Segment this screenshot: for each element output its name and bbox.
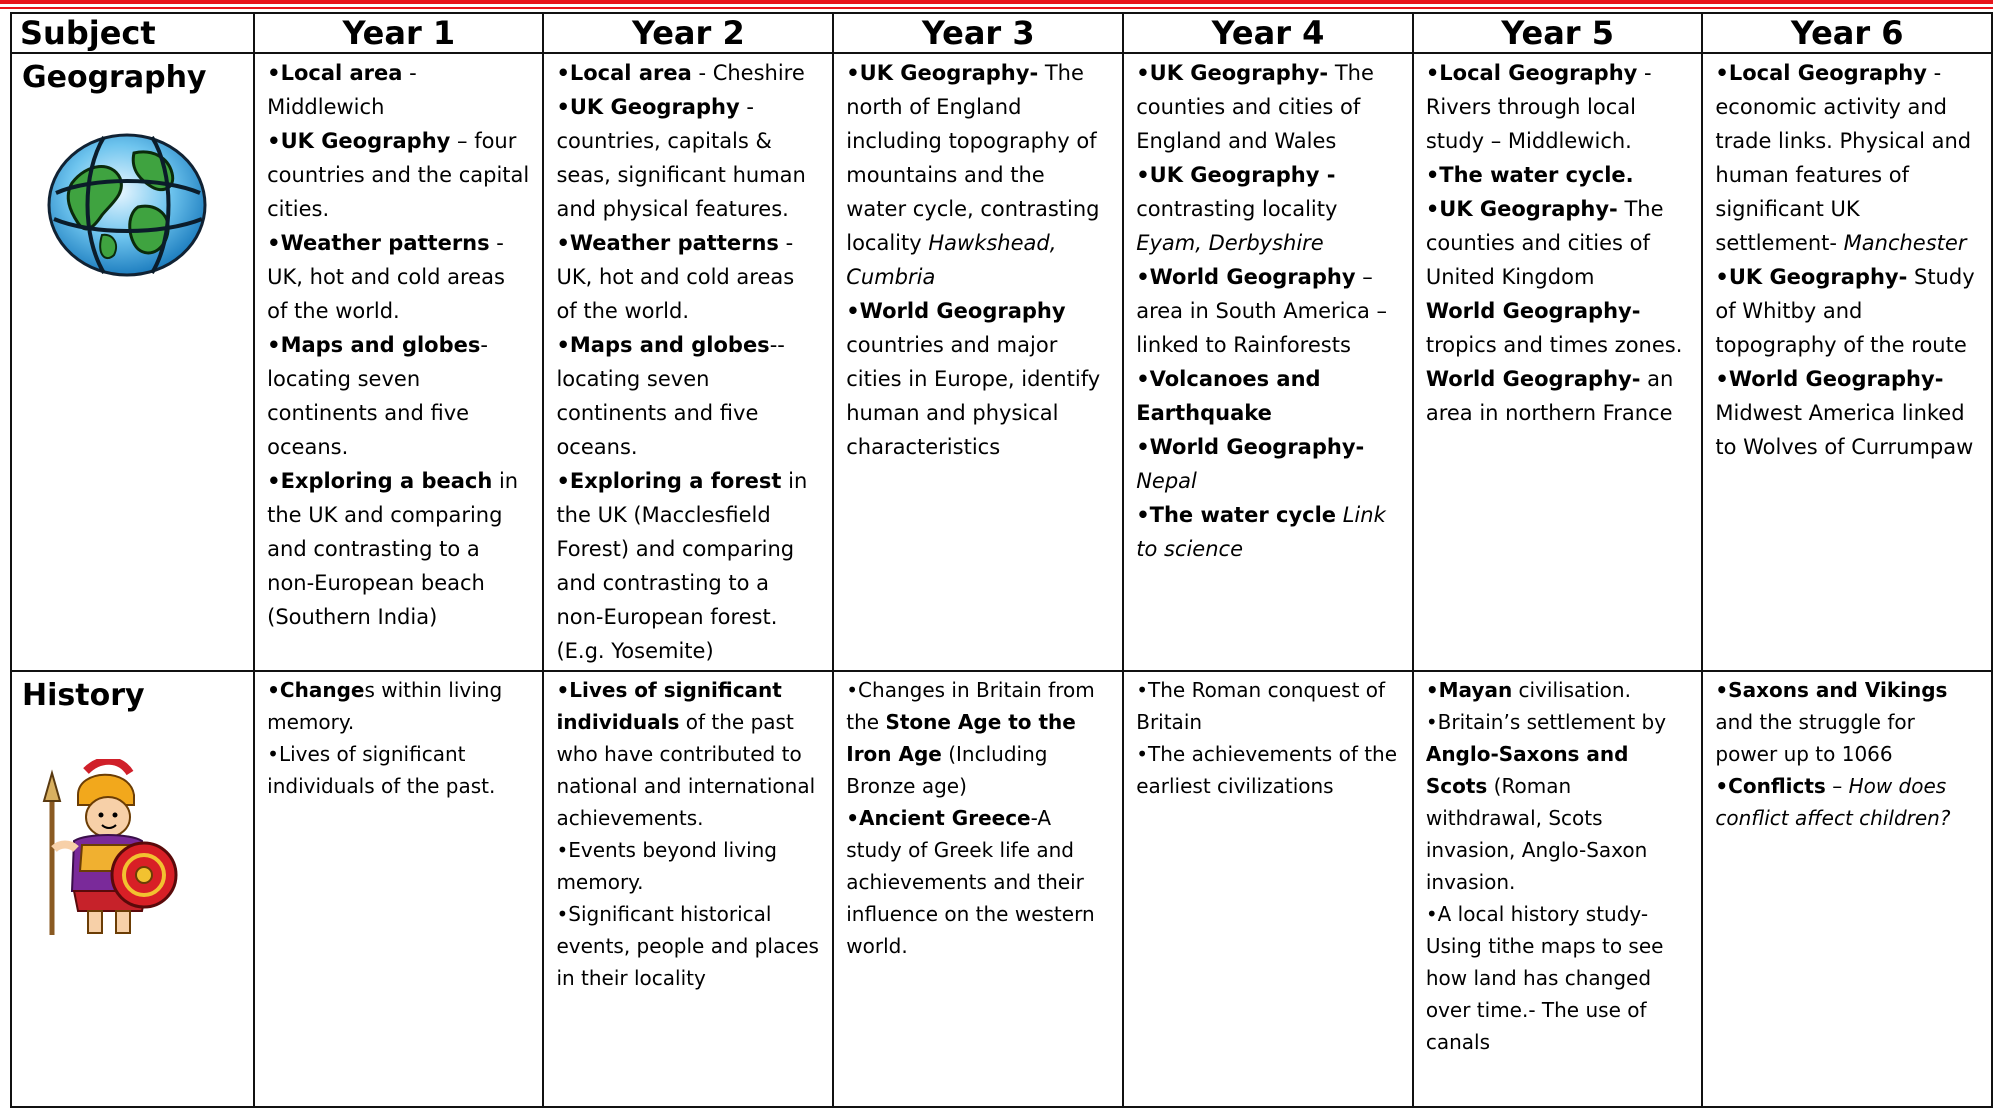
subject-name: History	[22, 678, 145, 713]
curriculum-item-text: •UK Geography-	[1136, 61, 1329, 85]
geography-year-1	[254, 53, 543, 671]
curriculum-item	[1426, 674, 1690, 706]
curriculum-item-text: •Exploring a forest	[556, 469, 782, 493]
curriculum-item-text: World Geography-	[1425, 367, 1641, 391]
curriculum-item-text: •World Geography-	[1715, 367, 1944, 391]
geography-row	[11, 53, 1992, 671]
curriculum-item	[1136, 738, 1400, 802]
curriculum-item	[1426, 56, 1690, 158]
curriculum-item-text: •World Geography	[846, 299, 1066, 323]
curriculum-item-text: an area in northern France	[1425, 367, 1674, 425]
curriculum-item	[1136, 498, 1400, 566]
curriculum-item	[556, 834, 820, 898]
curriculum-item	[1136, 674, 1400, 738]
curriculum-item	[1715, 362, 1979, 464]
curriculum-item-text: Eyam, Derbyshire	[1136, 231, 1324, 255]
curriculum-item-text: •Change	[267, 678, 365, 702]
curriculum-item-text: in the UK (Macclesfield Forest) and comparing and contrasting to a non-European forest. (E.g. Yosemite)	[556, 469, 808, 663]
curriculum-item	[1426, 362, 1690, 430]
history-year-2	[543, 671, 833, 1107]
curriculum-item	[846, 674, 1110, 802]
curriculum-item	[1136, 56, 1400, 158]
curriculum-item-text: •Weather patterns	[267, 231, 490, 255]
curriculum-item-text: •Local Geography	[1715, 61, 1927, 85]
curriculum-item	[1426, 706, 1690, 898]
curriculum-item-text: civilisation.	[1512, 678, 1631, 702]
top-red-border	[0, 0, 1993, 4]
curriculum-item-text: •A local history study- Using tithe maps to see how land has changed over time.- The use of canals	[1425, 902, 1664, 1054]
curriculum-item-text: •The water cycle.	[1425, 163, 1634, 187]
header-year-1: Year 1	[254, 13, 543, 53]
curriculum-table	[10, 12, 1993, 1108]
curriculum-item	[846, 802, 1110, 962]
curriculum-item-text: •UK Geography -	[1136, 163, 1336, 187]
curriculum-item-text: Hawkshead, Cumbria	[846, 231, 1057, 289]
curriculum-item-text: World Geography-	[1425, 299, 1641, 323]
header-subject: Subject	[11, 13, 254, 53]
curriculum-item	[556, 56, 820, 90]
curriculum-item-text: The counties and cities of England and Wales	[1136, 61, 1374, 153]
curriculum-item-text: and the struggle for power up to 1066	[1715, 710, 1915, 766]
curriculum-item-text: •Mayan	[1425, 678, 1513, 702]
curriculum-item-text: •UK Geography	[267, 129, 451, 153]
roman-soldier-icon	[34, 759, 184, 939]
curriculum-item-text: contrasting locality	[1136, 197, 1338, 221]
curriculum-item-text: •Maps and globes	[556, 333, 770, 357]
geography-year-5	[1413, 53, 1703, 671]
history-year-3	[833, 671, 1123, 1107]
curriculum-item	[1426, 192, 1690, 294]
curriculum-item-text: •Britain’s settlement by	[1425, 710, 1667, 734]
curriculum-item-text: - locating seven continents and five oceans.	[267, 333, 488, 459]
curriculum-item	[1715, 770, 1979, 834]
curriculum-item-text: -A study of Greek life and achievements and their influence on the western world.	[846, 806, 1095, 958]
curriculum-item-text: •Volcanoes and Earthquake	[1136, 367, 1321, 425]
geography-year-2	[543, 53, 833, 671]
curriculum-item-text: •Local area	[556, 61, 692, 85]
curriculum-item-text: •Saxons and Vikings	[1715, 678, 1948, 702]
curriculum-item-text: •UK Geography-	[846, 61, 1039, 85]
subject-cell-history	[11, 671, 254, 1107]
curriculum-item-text: •UK Geography-	[1715, 265, 1908, 289]
curriculum-item-text: Midwest America linked to Wolves of Currumpaw	[1715, 401, 1974, 459]
header-year-6: Year 6	[1702, 13, 1992, 53]
curriculum-item-text: - Middlewich	[267, 61, 417, 119]
curriculum-item-text: •The Roman conquest of Britain	[1136, 678, 1386, 734]
curriculum-item-text: - UK, hot and cold areas of the world.	[267, 231, 505, 323]
curriculum-item-text: Manchester	[1843, 231, 1967, 255]
curriculum-item-text: •The achievements of the earliest civilizations	[1136, 742, 1398, 798]
curriculum-item-text: Anglo-Saxons and Scots	[1425, 742, 1629, 798]
curriculum-item-text	[1336, 503, 1343, 527]
curriculum-item-text: •Exploring a beach	[267, 469, 493, 493]
curriculum-item-text: Link to science	[1136, 503, 1386, 561]
curriculum-item-text: The north of England including topography of mountains and the water cycle, contrasting locality	[846, 61, 1100, 255]
geography-year-3	[833, 53, 1123, 671]
curriculum-item-text: •World Geography	[1136, 265, 1356, 289]
history-row	[11, 671, 1992, 1107]
curriculum-item	[1136, 158, 1400, 260]
curriculum-item	[1426, 158, 1690, 192]
header-row	[11, 13, 1992, 53]
geography-year-6	[1702, 53, 1992, 671]
curriculum-item-text: •Events beyond living memory.	[556, 838, 777, 894]
curriculum-item-text: •UK Geography-	[1425, 197, 1618, 221]
curriculum-item-text: •Local Geography	[1425, 61, 1638, 85]
curriculum-item	[267, 56, 530, 124]
curriculum-item	[846, 294, 1110, 464]
curriculum-item-text: •Lives of significant individuals	[556, 678, 782, 734]
curriculum-item-text: How does conflict affect children?	[1715, 774, 1951, 830]
curriculum-item-text: The counties and cities of United Kingdom	[1425, 197, 1664, 289]
curriculum-item-text: •Weather patterns	[556, 231, 779, 255]
curriculum-item	[1136, 260, 1400, 362]
curriculum-item-text: in the UK and comparing and contrasting to a non-European beach (Southern India)	[267, 469, 519, 629]
curriculum-item	[1715, 674, 1979, 770]
top-red-border-thin	[0, 7, 1993, 9]
curriculum-item-text: - economic activity and trade links. Physical and human features of significant UK settlement-	[1715, 61, 1972, 255]
curriculum-item-text: •The water cycle	[1136, 503, 1337, 527]
curriculum-item-text: – four countries and the capital cities.	[267, 129, 530, 221]
curriculum-item-text: -- locating seven continents and five oceans.	[556, 333, 785, 459]
curriculum-item-text: - UK, hot and cold areas of the world.	[556, 231, 795, 323]
history-year-4	[1123, 671, 1413, 1107]
curriculum-item	[556, 328, 820, 464]
curriculum-item	[556, 226, 820, 328]
curriculum-item	[267, 738, 530, 802]
header-year-2: Year 2	[543, 13, 833, 53]
curriculum-item-text: Study of Whitby and topography of the route	[1715, 265, 1975, 357]
curriculum-item-text: •Ancient Greece	[846, 806, 1031, 830]
curriculum-item	[1715, 56, 1979, 260]
history-year-1	[254, 671, 543, 1107]
curriculum-item	[1426, 294, 1690, 362]
curriculum-item	[556, 90, 820, 226]
curriculum-item	[267, 674, 530, 738]
curriculum-item-text: – area in South America –linked to Rainforests	[1136, 265, 1388, 357]
curriculum-item-text: •Maps and globes	[267, 333, 481, 357]
curriculum-item-text: •Conflicts	[1715, 774, 1826, 798]
curriculum-item-text: countries and major cities in Europe, identify human and physical characteristics	[846, 333, 1101, 459]
curriculum-item	[267, 464, 530, 634]
curriculum-item	[556, 898, 820, 994]
curriculum-item-text: –	[1825, 774, 1849, 798]
globe-icon	[42, 123, 212, 283]
curriculum-item-text: - countries, capitals & seas, significant human and physical features.	[556, 95, 806, 221]
curriculum-item	[1715, 260, 1979, 362]
curriculum-item-text: •World Geography-	[1136, 435, 1365, 459]
header-year-4: Year 4	[1123, 13, 1413, 53]
curriculum-item-text: (Including Bronze age)	[846, 742, 1048, 798]
curriculum-item-text: tropics and times zones.	[1425, 333, 1683, 357]
subject-cell-geography	[11, 53, 254, 671]
curriculum-item-text: of the past who have contributed to national and international achievements.	[556, 710, 816, 830]
header-year-3: Year 3	[833, 13, 1123, 53]
curriculum-item-text: •Changes in Britain from the	[846, 678, 1095, 734]
curriculum-item	[1426, 898, 1690, 1058]
history-year-5	[1413, 671, 1703, 1107]
curriculum-item	[1136, 430, 1400, 498]
curriculum-item	[846, 56, 1110, 294]
curriculum-item-text: - Rivers through local study – Middlewich.	[1425, 61, 1652, 153]
curriculum-item-text: Stone Age to the Iron Age	[846, 710, 1076, 766]
curriculum-item-text: •Significant historical events, people and places in their locality	[556, 902, 819, 990]
history-year-6	[1702, 671, 1992, 1107]
curriculum-item	[267, 226, 530, 328]
header-year-5: Year 5	[1413, 13, 1703, 53]
curriculum-item-text: (Roman withdrawal, Scots invasion, Anglo-Saxon invasion.	[1425, 774, 1648, 894]
curriculum-item-text: •UK Geography	[556, 95, 740, 119]
curriculum-item	[267, 124, 530, 226]
curriculum-item	[267, 328, 530, 464]
curriculum-item-text: Nepal	[1136, 469, 1197, 493]
curriculum-item-text: - Cheshire	[691, 61, 805, 85]
curriculum-item-text: s within living memory.	[267, 678, 503, 734]
curriculum-item	[556, 464, 820, 668]
curriculum-item	[556, 674, 820, 834]
geography-year-4	[1123, 53, 1413, 671]
subject-name: Geography	[22, 60, 207, 95]
curriculum-item-text: •Local area	[267, 61, 403, 85]
curriculum-item	[1136, 362, 1400, 430]
curriculum-item-text: •Lives of significant individuals of the past.	[267, 742, 496, 798]
